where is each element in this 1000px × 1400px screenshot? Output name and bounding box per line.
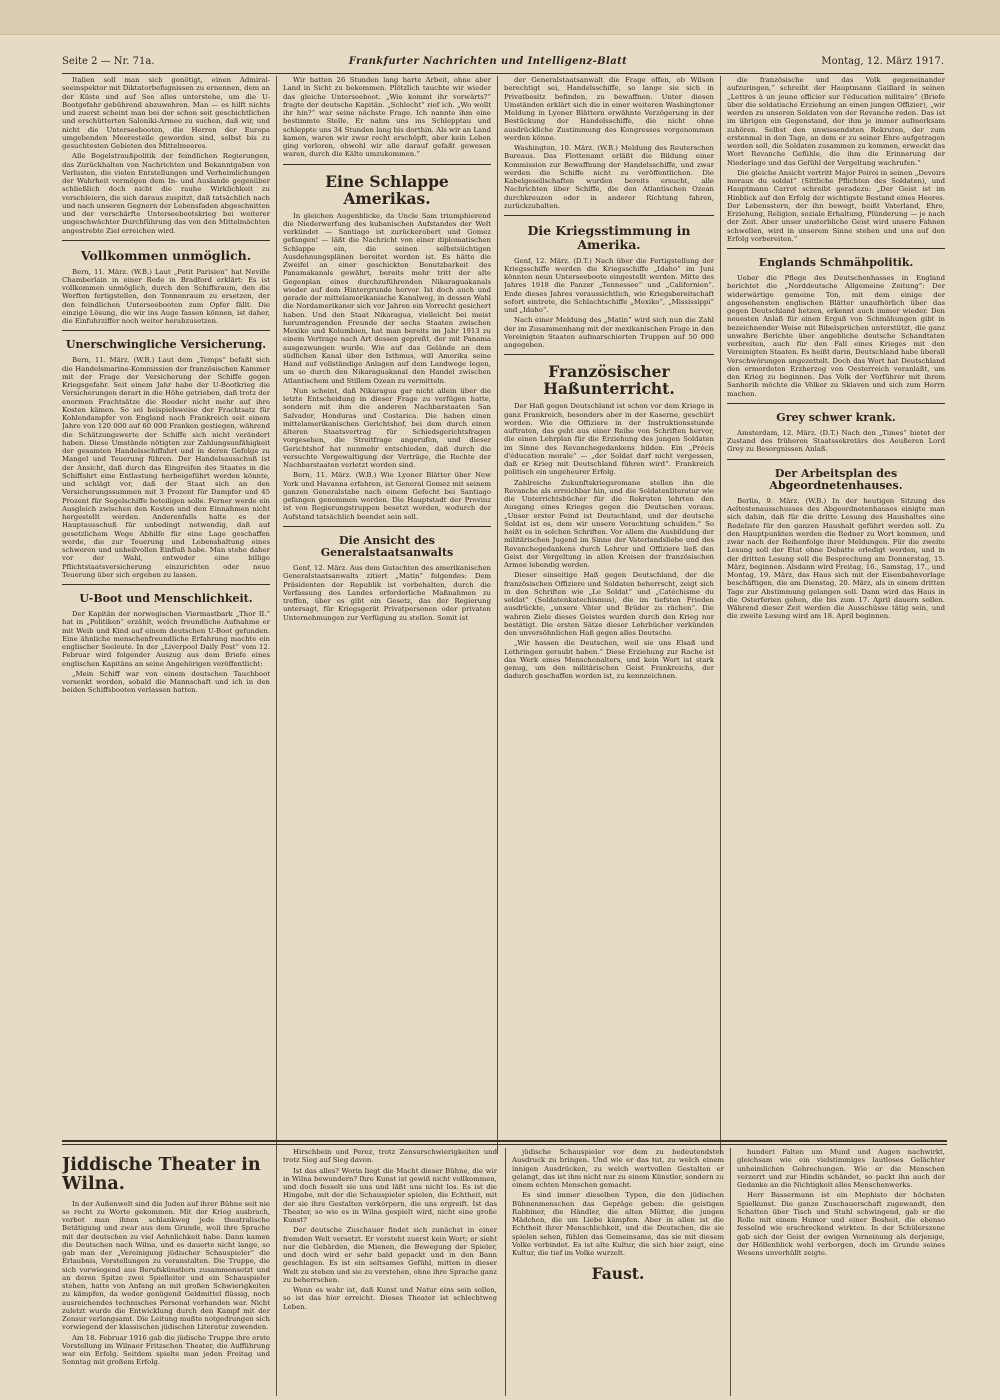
section-rule [283, 526, 491, 527]
article-heading: Englands Schmähpolitik. [758, 256, 914, 269]
article-paragraph: Bern, 11. März. (W.B.) Wie Lyoner Blätter über New York und Havanna erfahren, ist General Gomez mit seinem ganzen Generalstabe nach einem Gefecht bei Santiago gefangen genommen worden. Die Hauptstadt der Provinz ist von Regierungstruppen besetzt worden, wodurch der Aufstand tatsächlich beendet sein soll. [283, 471, 491, 521]
issue-date: Montag, 12. März 1917. [821, 55, 944, 67]
section-rule [62, 584, 270, 585]
column-4 [727, 76, 945, 1154]
article-heading: Vollkommen unmöglich. [80, 247, 252, 263]
article-paragraph: Alle Bogelstraußpolitik der feindlichen Regierungen, das Zurückhalten von Nachrichten und Bekanntgaben von Verlusten, die vielen Entstellungen und Verheimlichungen der Wahrheit vermögen dem In- und Auslande gegenüber schließlich doch nicht die rauhe Wirklichkeit zu verschleiern, die sich daraus zuspitzt, daß tatsächlich nach und nach unseren Gegnern der Lebensfaden abgeschnitten und der verschärfte Unterseebootskrieg bei weiterer ungeschwächter Durchführung das von den Mittelmächten angestrebte Ziel erreichen wird. [62, 152, 270, 235]
article-paragraph: die französische und das Volk gegeneinander aufzuringen,“ schreibt der Hauptmann Gaillard in seinen „Lettres à un jeune officier sur l'éducation militaire“ (Briefe über die soldatische Erziehung an einen jungen Offizier), „wir werden zu unseren Soldaten von der Revanche reden. Das ist im übrigen ein Gegenstand, der ihm je immer aufmerksam zuhören. Selbst den unwissendsten Rekruten, der zum erstenmal in den Tage, an dem er zu seiner Ehre aufgetragen werden soll, die Soldaten zusammen zu kommen, erweckt das Wort Revanche Gefühle, die ihm die Erinnerung der Niederlage und das Gefühl der Vergeltung wachrufen.“ [727, 76, 945, 167]
article-paragraph: „Mein Schiff war von einem deutschen Tauchboot versenkt worden, sobald die Mannschaft und ich in den beiden Schiffsbooten verlassen hatten. [62, 669, 270, 695]
section-rule [727, 403, 945, 404]
article-paragraph: Bern, 11. März. (W.B.) Laut „Petit Parisien“ hat Neville Chamberlain in einer Rede in Bradford erklärt: Es ist vollkommen unmöglich, durch den Schiffsraum, den die Werften fertigstellen, den Tonnenraum zu ersetzen, der den feindlichen Unterseebooten zum Opfer fällt. Die einzige Lösung, die wir ins Auge fassen können, ist daher, die Einfuhrziffer noch weiter herabzusetzen. [62, 267, 270, 325]
article-heading: Eine Schlappe Amerikas. [325, 171, 449, 208]
article-paragraph: Washington, 10. März. (W.B.) Meldung des Reuterschen Bureaus. Das Flottenamt erläßt die Bildung einer Kommission zur Bewaffnung der Handelsschiffe, und zwar werden die Schiffe nicht zu veröffentlichen. Die Kabelgesellschaften wurden bereits ersucht, alle Nachrichten über Schiffe, die den Atlantischen Ozean durchkreuzen oder in anderer Richtung fahren, zurückzuhalten. [504, 144, 714, 210]
section-rule [727, 248, 945, 249]
feuilleton-column-1 [62, 1148, 270, 1396]
article-paragraph: Italien soll man sich genötigt, einen Admiral-seeinspektor mit Diktatorbefugnissen zu ernennen, dem an der Küste und auf See alles unterstehe, um die U-Bootgefahr gebührend abzuwehren. Man — es hilft nichts und zuerst scheint man bei der schon seit geschichtlichen und erschütterten Saloniki-Armee zu suchen, daß wir, und nicht die Unterseebooten, die Herren der Europa umgebenden Meeresteile geworden sind, selbst bis zu gesuchtesten Gebieten des Mittelmeeres. [62, 76, 270, 150]
column-2 [283, 76, 491, 1154]
section-rule [504, 215, 714, 216]
article-heading: U-Boot und Menschlichkeit. [79, 592, 253, 606]
faust-heading: Faust. [591, 1264, 645, 1284]
article-paragraph: Nach einer Meldung des „Matin“ wird sich nun die Zahl der im Zusammenhang mit der mexikanischen Frage in den Vereinigten Staaten aufmarschierten Truppen auf 50 000 angegeben. [504, 316, 714, 349]
article-paragraph: Nun scheint, daß Nikaragua gar nicht allein über die letzte Entscheidung in dieser Frage zu verfügen hatte, sondern mit ihm die anderen Nachbarstaaten San Salvador, Honduras und Costarica. Die haben einen mittelamerikanischen Gerichtshof, bei dem durch einen älteren Staatsvertrag für Schiedsgerichtsfragen vorgesehen, die Streitfrage angerufen, und dieser Gerichtshof hat nunmehr entschieden, daß durch die versuchte Vergewaltigung der Verträge, die Rechte der Nachbarstaaten verletzt worden sind. [283, 386, 491, 470]
feuilleton-rule [62, 1140, 947, 1142]
section-rule [283, 164, 491, 165]
article-paragraph: Hirschbein und Perez, trotz Zensurschwierigkeiten und trotz Sieg auf Sieg davon. [283, 1148, 497, 1165]
section-rule [727, 459, 945, 460]
column-divider [505, 1148, 506, 1396]
article-paragraph: Dieser einseitige Haß gegen Deutschland, der die französischen Offiziere und Soldaten beherrscht, zeigt sich in den Schriften wie „Le Soldat“ und „Catéchisme du soldat“ (Soldatenkatechismus), die im tiefsten Frieden ausdrückte, „unsere Väter und Brüder zu rächen“. Die wahren Ziele dieses Geistes wurden durch den Krieg nur bestätigt. Die ersten Sätze dieser Lehrbücher verkünden den unversöhnlichen Haß gegen alles Deutsche. [504, 571, 714, 638]
article-paragraph: Berlin, 9. März. (W.B.) In der heutigen Sitzung des Aeltestenausschusses des Abgeordnetenhauses einigte man sich dahin, daß für die dritte Lesung des Haushaltes eine Redeliste für den ganzen Haushalt geführt werden soll. Zu den Hauptpunkten werden die Redner zu Wort kommen, und zwar nach der Reihenfolge ihrer Meldungen. Für die zweite Lesung soll der Etat ohne Debatte erledigt werden, und in der dritten Lesung soll die Besprechung am Donnerstag, 15. März, beginnen. Alsdann wird Freitag, 16., Samstag, 17., und Montag, 19. März, das Haus sich mit der Eisenbahnvorlage beschäftigen, die am Dienstag, 20. März, als in einem dritten Tage zur Abstimmung gelangen soll. Dann wird das Haus in die Osterferien gehen, die bis zum 17. April dauern sollen. Während dieser Zeit werden die Ausschüsse tätig sein, und die zweite Lesung wird am 18. April beginnen. [727, 496, 945, 621]
column-divider [730, 1148, 731, 1396]
article-paragraph: Herr Bassermann ist ein Mephisto der höchsten Spielkunst. Die ganze Zuschauerschaft zugewandt, den Schatten über Tisch und Stuhl schwingend, gab er die Rolle mit einem Humor und einer Bosheit, die ebenso fesselnd wie erschreckend wirkten. In der Schülerszene gab sich der Geist der ewigen Verneinung als derjenige, der Höllenblick wohl verborgen, doch im Grunde seines Wesens unverhüllt zeigte. [737, 1191, 945, 1257]
article-paragraph: Genf, 12. März. Aus dem Gutachten des amerikanischen Generalstaatsanwalts zitiert „Matin“ folgendes: Dem Präsidenten der Republik ist vorbehalten, durch die Verfassung des Landes erforderliche Maßnahmen zu treffen, über es gibt ein Gesetz, das der Regierung untersagt, für Kriegsgerät Privatpersonen oder privaten Unternehmungen zur Verfügung zu stellen. Somit ist [283, 564, 491, 622]
article-heading: Der Arbeitsplan des Abgeordnetenhauses. [769, 466, 903, 492]
article-paragraph: Zahlreiche Zukunftskriegsromane stellen ihn die Revanche als erreichbar hin, und die Soldatenliteratur wie die Unterrichtsbücher für die Rekruten lehrten den Ausgang eines Krieges gegen die Deutschen voraus. „Unser erster Feind ist Deutschland, und der deutsche Soldat ist es, dem wir unsere Verachtung schulden.“ So heißt es in solchen Schriften. Vor allem die Ausbildung der militärischen Jugend im Sinne der Vaterlandsliebe und des Revanchegedankens durch Lehrer und Offiziere ließ den Geist der Vergeltung in allen Kreisen der französischen Armee lebendig werden. [504, 478, 714, 570]
article-heading: Die Kriegsstimmung in Amerika. [527, 223, 691, 252]
article-paragraph: Genf, 12. März. (D.T.) Nach über die Fertigstellung der Kriegsschiffe werden die Kriegsschiffe „Idaho“ im Juni könnten neun Unterseeboote eingestellt werden. Mitte des Jahres 1918 die Panzer „Tennessee“ und „Californien“. Ende dieses Jahres voraussichtlich, wie Kriegsbereitschaft sofort eintrete, die Schlachtschiffe „Mexiko“, „Mississippi“ und „Idaho“. [504, 256, 714, 314]
feuilleton-column-4 [737, 1148, 945, 1396]
article-paragraph: Die gleiche Ansicht vertritt Major Poiroi in seinen „Devoirs moraux du soldat“ (Sittliche Pflichten des Soldaten), und Hauptmann Carrot schreibt geradezu: „Der Geist ist im Hinblick auf den Erfolg der wichtigste Bestand eines Heeres. Der Lebensstern, der ihn bewegt, heißt Vaterland, Ehre, Erziehung, Religion, soziale Erhaltung, Plünderung — je nach der Zeit. Aber unser unsterbliche Geist wird unsere Fahnen schwellen, wird in unserem Sinne stehen und uns auf den Erfolg vorbereiten.“ [727, 168, 945, 243]
section-rule [504, 354, 714, 355]
feuilleton-column-2 [283, 1148, 497, 1396]
column-divider [276, 1148, 277, 1396]
article-paragraph: In gleichen Augenblicke, da Uncle Sam triumphierend die Niederwerfung des kubanischen Aufstandes der Welt verkündet — Santiago ist zurückerobert und Gomez gefangen! — läßt die Nachricht von einer diplomatischen Schlappe ein, die seinen selbstsüchtigen Ausdehnungsplänen bereitet worden ist. Es hätte die Zweifel an einer geschickten Benutzbarkeit des Panamakanals gewährt, bereits mehr tritt der alte Gegenplan eines durchzuführenden Nikaraguakanals wieder auf dem Hintergrunde hervor. Ist doch auch und gerade der mittelamerikanische Kanalweg, in dessen Wahl die Nordamerikaner sich vor Jahren ein Vorrecht gesichert haben. Und den Staat Nikaragua, vielleicht bei meist herumtragenden Freunde der sechs Staaten zwischen Mexiko und Kolumbien, hat man bereits im Jahr 1913 zu einem Vertrage nach Art dessen gepreßt, der mit Panama ausgezwungen wurde. Wie auf das Gelände an dem südlichen Kanal über den Isthmus, will Amerika seine Hand auf vollständige Anlagen auf dem Landwege legen, um so durch den Nikaraguakanal den Handel zwischen Atlantischem und Stillem Ozean zu vermitteln. [283, 211, 491, 385]
article-paragraph: Es sind immer dieselben Typen, die den jüdischen Bühnenmenschen das Gepräge geben: die geistigen Rabbiner, die Händler, die alten Mütter, die jungen Mädchen, die um Liebe kämpfen. Aber in allen ist die Echtheit ihrer Menschlichkeit, und die Deutschen, die sie spielen sehen, fühlen das Gemeinsame, das sie mit diesem Volke verbindet. Es ist alte Kultur, die sich hier zeigt, eine Kultur, die tief im Volke wurzelt. [512, 1191, 724, 1257]
feuilleton-col3-text [512, 1148, 724, 1257]
column-divider [497, 76, 498, 1154]
article-paragraph: Am 18. Februar 1916 gab die jüdische Truppe ihre erste Vorstellung im Wilnaer Fritzschen Theater, die Aufführung war ein Erfolg. Seitdem spielte man jeden Freitag und Sonntag mit großem Erfolg. [62, 1333, 270, 1367]
page-number: Seite 2 — Nr. 71a. [62, 55, 155, 67]
article-paragraph: In der Außenwelt sind die Juden auf ihrer Bühne seit nie so recht zu Worte gekommen. Mit der Krieg ausbrach, verbot man ihnen schlankweg jede theatralische Betätigung und zwar aus dem Grunde, weil ihre Sprache mit der deutschen zu viel Aehnlichkeit habe. Dann kamen die Deutschen nach Wilna, und es dauerte nicht lange, so gab man der „Vereinigung jüdischer Schauspieler“ die Erlaubnis, Vorstellungen zu veranstalten. Die Truppe, die sich vorwiegend aus Berufskünstlern zusammensetzt und an deren Spitze zwei Spielleiter und ein Schauspieler stehen, hatte von Anfang an mit großen Schwierigkeiten zu kämpfen, da weder genügend Geldmittel flüssig, noch ausreichendes technisches Personal vorhanden war. Nicht zuletzt wurde die Entwicklung durch den Kampf mit der Zensur verlangsamt. Die Leitung mußte notgedrungen sich vorwiegend der klassischen jüdischen Literatur zuwenden. [62, 1199, 270, 1332]
article-paragraph: der Generalstaatsanwalt die Frage offen, ob Wilson berechtigt sei, Handelsschiffe, so lange sie sich in Privatbesitz befinden, zu bewaffnen. Unter diesen Umständen erklärt sich die in einer weiteren Washingtoner Meldung in Lyoner Blättern erwähnte Verzögerung in der Bestückung der Handelsschiffe, die nicht ohne ausdrückliche Zustimmung des Kongresses vorgenommen werden könne. [504, 76, 714, 142]
article-paragraph: hundert Falten um Mund und Augen nachwirkt, gleichsam wie ein vielstimmiges lautloses Gelächter unheimlichen Gebrechungen. Wie er die Menschen verzerrt und zur Hindin schändet, so packt ihn auch der Gedanke an die Nichtigkeit alles Menschenwerks. [737, 1148, 945, 1189]
newspaper-title: Frankfurter Nachrichten und Intelligenz-Blatt [348, 55, 628, 67]
article-paragraph: Wenn es wahr ist, daß Kunst und Natur eins sein sollen, so ist das hier erreicht. Dieses Theater ist schlechtweg Leben. [283, 1286, 497, 1311]
article-paragraph: Amsterdam, 12. März. (D.T.) Nach den „Times“ bietet der Zustand des früheren Staatssekretärs des Aeußeren Lord Grey zu Besorgnissen Anlaß. [727, 428, 945, 454]
article-paragraph: Der deutsche Zuschauer findet sich zunächst in einer fremden Welt versetzt. Er versteht zuerst kein Wort; er sieht nur die Gebärden, die Mienen, die Bewegung der Spieler, und doch wird er sehr bald gepackt und in den Bann geschlagen. Es ist ein seltsames Gefühl, mitten in dieser Welt zu stehen und sie zu verstehen, ohne ihre Sprache ganz zu beherrschen. [283, 1226, 497, 1284]
article-paragraph: Der Haß gegen Deutschland ist schon vor dem Kriege in ganz Frankreich, besonders aber in der Kaserne, geschürt worden. Wie die Offiziere in der Instruktionsstunde auftraten, das geht aus einer Reihe von Schriften hervor, die einen Lehrplan für die Erziehung des jungen Soldaten im Sinne des Revanchegedankens bilden. Ein „Précis d'éducation morale“ — „der Soldat darf nicht vergessen, daß er Krieg mit Deutschland führen wird“. Frankreich politisch ein ungeheurer Erfolg. [504, 402, 714, 477]
article-heading: Die Ansicht des Generalstaatsanwalts [320, 533, 454, 559]
article-paragraph: Ist das alles? Worin liegt die Macht dieser Bühne, die wir in Wilna bewundern? Ihre Kunst ist gewiß nicht vollkommen, und doch fesselt sie uns und läßt uns nicht los. Es ist die Hingabe, mit der die Schauspieler spielen, die Echtheit, mit der sie ihre Gestalten verkörpern, die uns ergreift. Ist das Theater, so wie es in Wilna gespielt wird, nicht eine große Kunst? [283, 1166, 497, 1224]
article-heading: Unerschwingliche Versicherung. [65, 338, 267, 352]
article-paragraph: Wir hatten 26 Stunden lang harte Arbeit, ohne aber Land in Sicht zu bekommen. Plötzlich tauchte wir wieder das gleiche Unterseeboot. „Wie kommt ihr vorwärts?“ fragte der deutsche Kapitän. „Schlecht“ rief ich. „Wo wollt ihr hin?“ war seine nächste Frage. Ich nannte ihm eine bestimmte Stelle. Er nahm uns ins Schlepptau und schleppte uns 34 Stunden lang bis dorthin. Als wir an Land kamen, waren wir zwar recht erschöpft, aber kein Leben ging verloren, obwohl wir alle darauf gefaßt gewesen waren, durch die Kälte umzukommen.“ [283, 76, 491, 159]
article-paragraph: jüdische Schauspieler vor dem zu bedeutendsten Ausdruck zu bringen. Und wie er das tut, zu welch einem innigen Ausdrücken, zu welch wertvollen Gestalten er gelangt, das ist ihm nicht nur zu einem Künstler, sondern zu einem echten Menschen gemacht. [512, 1148, 724, 1189]
feuilleton-column-3 [512, 1148, 724, 1396]
feuilleton-rule [62, 1144, 947, 1145]
article-heading: Französischer Haßunterricht. [543, 362, 675, 399]
paper-top-edge [0, 0, 1000, 35]
section-rule [62, 240, 270, 241]
article-paragraph: Der Kapitän der norwegischen Viermastbark „Thor II.“ hat in „Politiken“ erzählt, welch freundliche Aufnahme er mit Weib und Kind auf einem deutschen U-Boot gefunden. Eine ähnliche menschenfreundliche Erfahrung machte ein englischer Seeleute. In der „Liverpool Daily Post“ vom 12. Februar wird folgender Auszug aus dem Briefe eines englischen Kapitäns an seine Angehörigen veröffentlicht: [62, 610, 270, 668]
article-heading: Grey schwer krank. [776, 410, 896, 424]
article-paragraph: Ueber die Pflege des Deutschenhasses in England berichtet die „Norddeutsche Allgemeine Zeitung“: Der widerwärtige gemeine Ton, mit dem einige der angesehensten englischen Blätter unaufhörlich über das gegen Deutschland hetzen, erkennt auch immer wieder. Den neuesten Anlaß für einen Erguß von Schmähungen gibt in bezeichnender Weise mit Bibelsprüchen unterstützt, die ganz unwahre Berichte über angebliche deutsche Schandtaten verbreiten, auch für den Fall eines Krieges mit den Vereinigten Staaten. Es heißt darin, Deutschland habe überall Verschwörungen angezettelt. Doch das Wort hat Deutschland den ermordeten Erzherzog von Oesterreich veranlaßt, um den Krieg zu beginnen. Das Volk der Verführer mit ihrem Sanherib möchte die Völker zu Sklaven und sich zum Herrn machen. [727, 274, 945, 398]
column-divider [276, 76, 277, 1154]
page-header [62, 52, 944, 74]
column-divider [720, 76, 721, 1154]
article-paragraph: Bern, 11. März. (W.B.) Laut dem „Temps“ befaßt sich die Handelsmarine-Kommission der französischen Kammer mit der Frage der Versicherung der Schiffe gegen Kriegsgefahr. Seit einem Jahr habe der U-Bootkrieg die Versicherungen derart in die Höhe getrieben, daß trotz der enormen Frachtsätze die Reeder nicht mehr auf ihre Kosten kämen. So sei beispielsweise der Frachtsatz für Kohlendampfer von England nach Frankreich seit einem Jahre von 120 000 auf 60 000 Franken gestiegen, während die Schätzungswerte der Schiffe sich nicht verändert haben. Diese Umstände nötigten zur Zahlungsunfähigkeit der gesamten Handelsschiffahrt und in deren Gefolge zu Mangel und Teuerung führen. Der Handelsausschuß ist der Ansicht, daß durch das Eingreifen des Staates in die Schiffahrt eine Entlastung herbeigeführt werden könnte, und schlägt vor, daß der Staat sich an den Versicherungssummen mit 3 Prozent für Dampfer und 45 Prozent für Segelschiffe beteiligen solle. Ferner werde ein Ausgleich zwischen den Kosten und den Einnahmen nicht hergestellt werden. Anderenfalls halte es der Hauptausschuß für unbedingt notwendig, daß auf gesetzlichem Wege Abhilfe für eine Lage geschaffen werde, die zur Teuerung und Lebenshaltung eines schweren und unheilvollen Einfluß habe. Man stehe daher vor der Wahl, entweder eine billige Pflichtstaatsversicherung einzurichten oder neue Teuerung über sich ergehen zu lassen. [62, 356, 270, 579]
column-3 [504, 76, 714, 1154]
article-heading: Jiddische Theater in Wilna. [62, 1155, 261, 1195]
article-paragraph: „Wir hassen die Deutschen, weil sie uns Elsaß und Lothringen geraubt haben.“ Diese Erziehung zur Rache ist das Werk eines Menschenalters, und kein Wort ist stark genug, um den militärischen Geist Frankreichs, der dadurch geschaffen worden ist, zu kennzeichnen. [504, 639, 714, 681]
section-rule [62, 330, 270, 331]
column-1 [62, 76, 270, 1154]
